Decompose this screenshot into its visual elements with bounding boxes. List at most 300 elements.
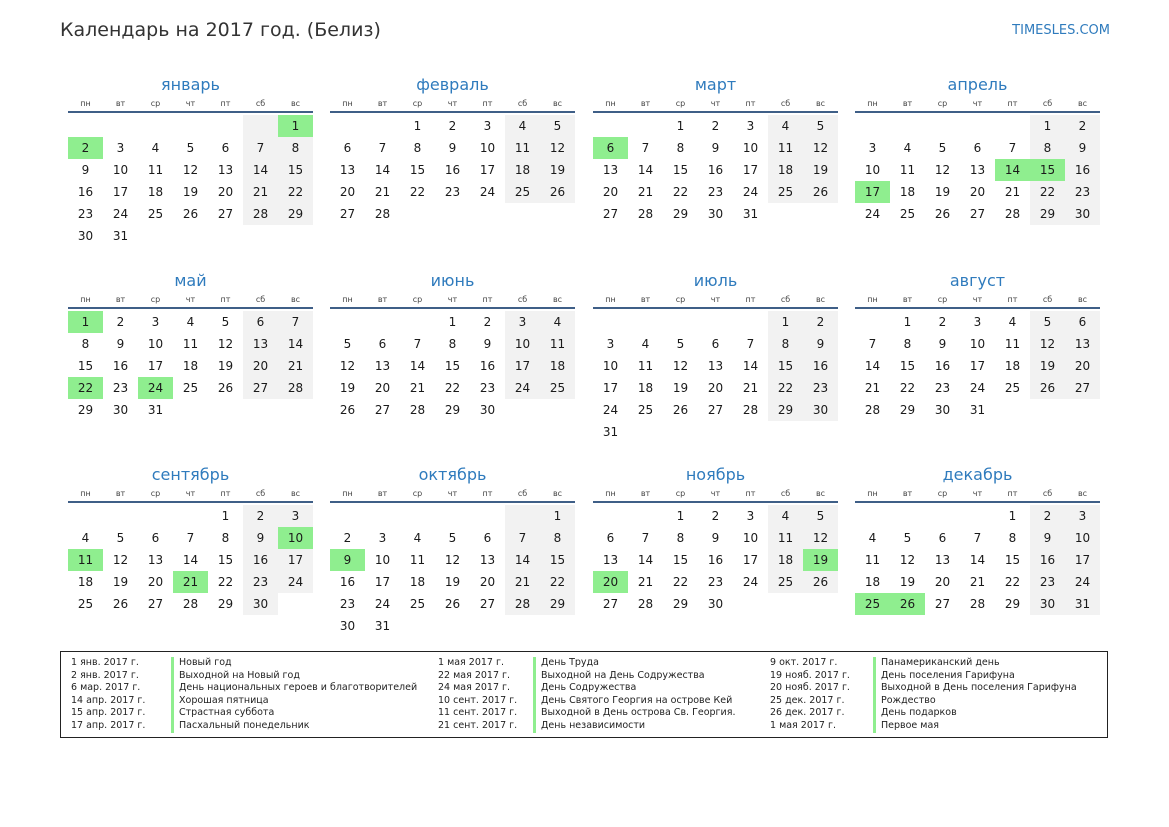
day-cell[interactable]: 22 xyxy=(217,575,234,589)
day-cell[interactable]: 7 xyxy=(378,141,387,155)
day-cell[interactable]: 21 xyxy=(243,181,278,203)
day-cell[interactable]: 19 xyxy=(217,359,234,373)
day-cell[interactable]: 12 xyxy=(672,359,689,373)
day-cell[interactable]: 19 xyxy=(339,381,356,395)
day-cell[interactable]: 4 xyxy=(1008,315,1017,329)
day-cell[interactable]: 17 xyxy=(742,553,759,567)
day-cell[interactable]: 7 xyxy=(243,137,278,159)
day-cell[interactable]: 25 xyxy=(768,571,803,593)
day-cell[interactable]: 30 xyxy=(112,403,129,417)
day-cell[interactable]: 27 xyxy=(934,597,951,611)
day-cell[interactable]: 15 xyxy=(1030,159,1065,181)
day-cell[interactable]: 24 xyxy=(742,575,759,589)
day-cell[interactable]: 11 xyxy=(68,549,103,571)
day-cell[interactable]: 15 xyxy=(672,163,689,177)
day-cell[interactable]: 22 xyxy=(672,185,689,199)
day-cell[interactable]: 6 xyxy=(343,141,352,155)
day-cell[interactable]: 28 xyxy=(1004,207,1021,221)
day-cell[interactable]: 12 xyxy=(1030,333,1065,355)
day-cell[interactable]: 15 xyxy=(409,163,426,177)
day-cell[interactable]: 11 xyxy=(147,163,164,177)
day-cell[interactable]: 14 xyxy=(637,163,654,177)
day-cell[interactable]: 4 xyxy=(868,531,877,545)
day-cell[interactable]: 2 xyxy=(1030,505,1065,527)
day-cell[interactable]: 14 xyxy=(969,553,986,567)
day-cell[interactable]: 28 xyxy=(278,377,313,399)
day-cell[interactable]: 4 xyxy=(186,315,195,329)
day-cell[interactable]: 18 xyxy=(505,159,540,181)
day-cell[interactable]: 20 xyxy=(243,355,278,377)
day-cell[interactable]: 29 xyxy=(672,597,689,611)
day-cell[interactable]: 29 xyxy=(1004,597,1021,611)
day-cell[interactable]: 4 xyxy=(505,115,540,137)
day-cell[interactable]: 24 xyxy=(505,377,540,399)
day-cell[interactable]: 31 xyxy=(602,425,619,439)
day-cell[interactable]: 16 xyxy=(934,359,951,373)
day-cell[interactable]: 22 xyxy=(672,575,689,589)
day-cell[interactable]: 13 xyxy=(707,359,724,373)
day-cell[interactable]: 25 xyxy=(540,377,575,399)
day-cell[interactable]: 9 xyxy=(81,163,90,177)
day-cell[interactable]: 30 xyxy=(339,619,356,633)
day-cell[interactable]: 16 xyxy=(1030,549,1065,571)
day-cell[interactable]: 28 xyxy=(409,403,426,417)
day-cell[interactable]: 9 xyxy=(711,141,720,155)
day-cell[interactable]: 22 xyxy=(1004,575,1021,589)
day-cell[interactable]: 19 xyxy=(803,159,838,181)
day-cell[interactable]: 28 xyxy=(243,203,278,225)
day-cell[interactable]: 12 xyxy=(803,527,838,549)
day-cell[interactable]: 14 xyxy=(864,359,881,373)
day-cell[interactable]: 18 xyxy=(637,381,654,395)
day-cell[interactable]: 30 xyxy=(934,403,951,417)
day-cell[interactable]: 13 xyxy=(217,163,234,177)
day-cell[interactable]: 26 xyxy=(890,593,925,615)
day-cell[interactable]: 20 xyxy=(1065,355,1100,377)
day-cell[interactable]: 29 xyxy=(217,597,234,611)
day-cell[interactable]: 2 xyxy=(243,505,278,527)
day-cell[interactable]: 13 xyxy=(243,333,278,355)
day-cell[interactable]: 11 xyxy=(540,333,575,355)
day-cell[interactable]: 25 xyxy=(637,403,654,417)
day-cell[interactable]: 14 xyxy=(278,333,313,355)
day-cell[interactable]: 21 xyxy=(173,571,208,593)
day-cell[interactable]: 6 xyxy=(483,531,492,545)
day-cell[interactable]: 29 xyxy=(540,593,575,615)
day-cell[interactable]: 30 xyxy=(1065,203,1100,225)
day-cell[interactable]: 17 xyxy=(112,185,129,199)
day-cell[interactable]: 9 xyxy=(483,337,492,351)
day-cell[interactable]: 20 xyxy=(479,575,496,589)
day-cell[interactable]: 18 xyxy=(1004,359,1021,373)
day-cell[interactable]: 27 xyxy=(147,597,164,611)
day-cell[interactable]: 24 xyxy=(742,185,759,199)
day-cell[interactable]: 11 xyxy=(182,337,199,351)
day-cell[interactable]: 26 xyxy=(1030,377,1065,399)
day-cell[interactable]: 16 xyxy=(339,575,356,589)
day-cell[interactable]: 8 xyxy=(413,141,422,155)
day-cell[interactable]: 6 xyxy=(606,531,615,545)
day-cell[interactable]: 6 xyxy=(973,141,982,155)
day-cell[interactable]: 5 xyxy=(803,115,838,137)
day-cell[interactable]: 2 xyxy=(116,315,125,329)
day-cell[interactable]: 17 xyxy=(969,359,986,373)
day-cell[interactable]: 5 xyxy=(540,115,575,137)
day-cell[interactable]: 17 xyxy=(742,163,759,177)
day-cell[interactable]: 17 xyxy=(602,381,619,395)
day-cell[interactable]: 13 xyxy=(147,553,164,567)
day-cell[interactable]: 31 xyxy=(147,403,164,417)
day-cell[interactable]: 26 xyxy=(444,597,461,611)
day-cell[interactable]: 18 xyxy=(182,359,199,373)
day-cell[interactable]: 21 xyxy=(1004,185,1021,199)
day-cell[interactable]: 4 xyxy=(81,531,90,545)
day-cell[interactable]: 26 xyxy=(540,181,575,203)
day-cell[interactable]: 14 xyxy=(409,359,426,373)
day-cell[interactable]: 5 xyxy=(1030,311,1065,333)
day-cell[interactable]: 14 xyxy=(742,359,759,373)
day-cell[interactable]: 11 xyxy=(864,553,881,567)
day-cell[interactable]: 13 xyxy=(1065,333,1100,355)
day-cell[interactable]: 19 xyxy=(112,575,129,589)
day-cell[interactable]: 12 xyxy=(934,163,951,177)
day-cell[interactable]: 23 xyxy=(339,597,356,611)
day-cell[interactable]: 7 xyxy=(278,311,313,333)
day-cell[interactable]: 29 xyxy=(672,207,689,221)
day-cell[interactable]: 3 xyxy=(505,311,540,333)
day-cell[interactable]: 26 xyxy=(672,403,689,417)
day-cell[interactable]: 9 xyxy=(116,337,125,351)
day-cell[interactable]: 26 xyxy=(803,571,838,593)
day-cell[interactable]: 17 xyxy=(278,549,313,571)
day-cell[interactable]: 25 xyxy=(182,381,199,395)
day-cell[interactable]: 24 xyxy=(969,381,986,395)
day-cell[interactable]: 31 xyxy=(969,403,986,417)
day-cell[interactable]: 16 xyxy=(707,553,724,567)
day-cell[interactable]: 27 xyxy=(479,597,496,611)
day-cell[interactable]: 24 xyxy=(112,207,129,221)
day-cell[interactable]: 6 xyxy=(221,141,230,155)
day-cell[interactable]: 17 xyxy=(855,181,890,203)
day-cell[interactable]: 18 xyxy=(768,159,803,181)
day-cell[interactable]: 25 xyxy=(855,593,890,615)
day-cell[interactable]: 28 xyxy=(374,207,391,221)
day-cell[interactable]: 24 xyxy=(1065,571,1100,593)
day-cell[interactable]: 26 xyxy=(803,181,838,203)
day-cell[interactable]: 9 xyxy=(330,549,365,571)
day-cell[interactable]: 16 xyxy=(803,355,838,377)
day-cell[interactable]: 20 xyxy=(147,575,164,589)
day-cell[interactable]: 23 xyxy=(707,185,724,199)
day-cell[interactable]: 12 xyxy=(803,137,838,159)
day-cell[interactable]: 9 xyxy=(803,333,838,355)
day-cell[interactable]: 15 xyxy=(899,359,916,373)
day-cell[interactable]: 7 xyxy=(973,531,982,545)
day-cell[interactable]: 18 xyxy=(147,185,164,199)
day-cell[interactable]: 27 xyxy=(707,403,724,417)
day-cell[interactable]: 27 xyxy=(374,403,391,417)
day-cell[interactable]: 17 xyxy=(1065,549,1100,571)
day-cell[interactable]: 26 xyxy=(217,381,234,395)
day-cell[interactable]: 11 xyxy=(899,163,916,177)
day-cell[interactable]: 12 xyxy=(182,163,199,177)
day-cell[interactable]: 7 xyxy=(641,531,650,545)
day-cell[interactable]: 23 xyxy=(444,185,461,199)
day-cell[interactable]: 17 xyxy=(374,575,391,589)
day-cell[interactable]: 18 xyxy=(540,355,575,377)
day-cell[interactable]: 22 xyxy=(409,185,426,199)
day-cell[interactable]: 24 xyxy=(278,571,313,593)
day-cell[interactable]: 25 xyxy=(505,181,540,203)
day-cell[interactable]: 3 xyxy=(606,337,615,351)
day-cell[interactable]: 29 xyxy=(77,403,94,417)
day-cell[interactable]: 10 xyxy=(742,141,759,155)
day-cell[interactable]: 14 xyxy=(995,159,1030,181)
day-cell[interactable]: 17 xyxy=(479,163,496,177)
day-cell[interactable]: 18 xyxy=(864,575,881,589)
day-cell[interactable]: 19 xyxy=(803,549,838,571)
day-cell[interactable]: 6 xyxy=(711,337,720,351)
day-cell[interactable]: 3 xyxy=(116,141,125,155)
day-cell[interactable]: 20 xyxy=(934,575,951,589)
day-cell[interactable]: 3 xyxy=(746,119,755,133)
day-cell[interactable]: 27 xyxy=(217,207,234,221)
day-cell[interactable]: 21 xyxy=(637,185,654,199)
day-cell[interactable]: 21 xyxy=(374,185,391,199)
day-cell[interactable]: 8 xyxy=(676,141,685,155)
day-cell[interactable]: 28 xyxy=(637,207,654,221)
day-cell[interactable]: 4 xyxy=(903,141,912,155)
day-cell[interactable]: 31 xyxy=(742,207,759,221)
day-cell[interactable]: 8 xyxy=(540,527,575,549)
day-cell[interactable]: 1 xyxy=(1008,509,1017,523)
day-cell[interactable]: 7 xyxy=(413,337,422,351)
day-cell[interactable]: 10 xyxy=(864,163,881,177)
day-cell[interactable]: 26 xyxy=(934,207,951,221)
day-cell[interactable]: 13 xyxy=(374,359,391,373)
day-cell[interactable]: 11 xyxy=(768,527,803,549)
day-cell[interactable]: 23 xyxy=(479,381,496,395)
day-cell[interactable]: 2 xyxy=(68,137,103,159)
day-cell[interactable]: 30 xyxy=(707,207,724,221)
day-cell[interactable]: 15 xyxy=(444,359,461,373)
day-cell[interactable]: 13 xyxy=(339,163,356,177)
day-cell[interactable]: 20 xyxy=(593,571,628,593)
day-cell[interactable]: 1 xyxy=(221,509,230,523)
day-cell[interactable]: 5 xyxy=(903,531,912,545)
day-cell[interactable]: 8 xyxy=(676,531,685,545)
day-cell[interactable]: 2 xyxy=(483,315,492,329)
day-cell[interactable]: 22 xyxy=(540,571,575,593)
day-cell[interactable]: 15 xyxy=(278,159,313,181)
day-cell[interactable]: 16 xyxy=(112,359,129,373)
day-cell[interactable]: 3 xyxy=(868,141,877,155)
day-cell[interactable]: 12 xyxy=(444,553,461,567)
day-cell[interactable]: 24 xyxy=(864,207,881,221)
day-cell[interactable]: 8 xyxy=(903,337,912,351)
day-cell[interactable]: 15 xyxy=(768,355,803,377)
day-cell[interactable]: 23 xyxy=(803,377,838,399)
day-cell[interactable]: 6 xyxy=(243,311,278,333)
day-cell[interactable]: 19 xyxy=(934,185,951,199)
day-cell[interactable]: 16 xyxy=(243,549,278,571)
day-cell[interactable]: 28 xyxy=(505,593,540,615)
day-cell[interactable]: 30 xyxy=(243,593,278,615)
day-cell[interactable]: 14 xyxy=(182,553,199,567)
day-cell[interactable]: 6 xyxy=(593,137,628,159)
day-cell[interactable]: 11 xyxy=(409,553,426,567)
day-cell[interactable]: 1 xyxy=(540,505,575,527)
day-cell[interactable]: 13 xyxy=(602,553,619,567)
day-cell[interactable]: 21 xyxy=(864,381,881,395)
day-cell[interactable]: 30 xyxy=(1030,593,1065,615)
day-cell[interactable]: 2 xyxy=(803,311,838,333)
day-cell[interactable]: 9 xyxy=(1065,137,1100,159)
day-cell[interactable]: 25 xyxy=(147,207,164,221)
day-cell[interactable]: 26 xyxy=(112,597,129,611)
day-cell[interactable]: 3 xyxy=(1065,505,1100,527)
day-cell[interactable]: 14 xyxy=(243,159,278,181)
day-cell[interactable]: 15 xyxy=(672,553,689,567)
day-cell[interactable]: 12 xyxy=(540,137,575,159)
day-cell[interactable]: 19 xyxy=(899,575,916,589)
day-cell[interactable]: 9 xyxy=(448,141,457,155)
day-cell[interactable]: 29 xyxy=(278,203,313,225)
day-cell[interactable]: 27 xyxy=(243,377,278,399)
day-cell[interactable]: 7 xyxy=(1008,141,1017,155)
day-cell[interactable]: 24 xyxy=(479,185,496,199)
day-cell[interactable]: 24 xyxy=(602,403,619,417)
day-cell[interactable]: 1 xyxy=(676,119,685,133)
day-cell[interactable]: 22 xyxy=(444,381,461,395)
day-cell[interactable]: 27 xyxy=(602,207,619,221)
day-cell[interactable]: 6 xyxy=(938,531,947,545)
day-cell[interactable]: 9 xyxy=(711,531,720,545)
day-cell[interactable]: 7 xyxy=(186,531,195,545)
day-cell[interactable]: 3 xyxy=(973,315,982,329)
day-cell[interactable]: 10 xyxy=(1065,527,1100,549)
day-cell[interactable]: 19 xyxy=(672,381,689,395)
day-cell[interactable]: 19 xyxy=(1030,355,1065,377)
day-cell[interactable]: 11 xyxy=(768,137,803,159)
day-cell[interactable]: 13 xyxy=(969,163,986,177)
day-cell[interactable]: 10 xyxy=(374,553,391,567)
day-cell[interactable]: 3 xyxy=(278,505,313,527)
day-cell[interactable]: 26 xyxy=(339,403,356,417)
day-cell[interactable]: 23 xyxy=(934,381,951,395)
day-cell[interactable]: 30 xyxy=(803,399,838,421)
day-cell[interactable]: 9 xyxy=(938,337,947,351)
day-cell[interactable]: 5 xyxy=(186,141,195,155)
day-cell[interactable]: 25 xyxy=(768,181,803,203)
day-cell[interactable]: 22 xyxy=(768,377,803,399)
day-cell[interactable]: 10 xyxy=(278,527,313,549)
day-cell[interactable]: 21 xyxy=(637,575,654,589)
day-cell[interactable]: 26 xyxy=(182,207,199,221)
day-cell[interactable]: 1 xyxy=(676,509,685,523)
day-cell[interactable]: 10 xyxy=(147,337,164,351)
site-link[interactable]: TIMESLES.COM xyxy=(1012,23,1110,38)
day-cell[interactable]: 4 xyxy=(151,141,160,155)
day-cell[interactable]: 12 xyxy=(339,359,356,373)
day-cell[interactable]: 1 xyxy=(413,119,422,133)
day-cell[interactable]: 25 xyxy=(899,207,916,221)
day-cell[interactable]: 28 xyxy=(969,597,986,611)
day-cell[interactable]: 5 xyxy=(676,337,685,351)
day-cell[interactable]: 8 xyxy=(448,337,457,351)
day-cell[interactable]: 31 xyxy=(374,619,391,633)
day-cell[interactable]: 14 xyxy=(374,163,391,177)
day-cell[interactable]: 11 xyxy=(1004,337,1021,351)
day-cell[interactable]: 3 xyxy=(378,531,387,545)
day-cell[interactable]: 2 xyxy=(448,119,457,133)
day-cell[interactable]: 2 xyxy=(1065,115,1100,137)
day-cell[interactable]: 27 xyxy=(602,597,619,611)
day-cell[interactable]: 1 xyxy=(68,311,103,333)
day-cell[interactable]: 18 xyxy=(77,575,94,589)
day-cell[interactable]: 19 xyxy=(540,159,575,181)
day-cell[interactable]: 30 xyxy=(77,229,94,243)
day-cell[interactable]: 24 xyxy=(374,597,391,611)
day-cell[interactable]: 23 xyxy=(243,571,278,593)
day-cell[interactable]: 7 xyxy=(746,337,755,351)
day-cell[interactable]: 16 xyxy=(77,185,94,199)
day-cell[interactable]: 12 xyxy=(217,337,234,351)
day-cell[interactable]: 11 xyxy=(505,137,540,159)
day-cell[interactable]: 4 xyxy=(540,311,575,333)
day-cell[interactable]: 23 xyxy=(1030,571,1065,593)
day-cell[interactable]: 1 xyxy=(903,315,912,329)
day-cell[interactable]: 7 xyxy=(505,527,540,549)
day-cell[interactable]: 2 xyxy=(343,531,352,545)
day-cell[interactable]: 5 xyxy=(221,315,230,329)
day-cell[interactable]: 14 xyxy=(505,549,540,571)
day-cell[interactable]: 5 xyxy=(116,531,125,545)
day-cell[interactable]: 18 xyxy=(409,575,426,589)
day-cell[interactable]: 20 xyxy=(602,185,619,199)
day-cell[interactable]: 31 xyxy=(1065,593,1100,615)
day-cell[interactable]: 23 xyxy=(1065,181,1100,203)
day-cell[interactable]: 21 xyxy=(969,575,986,589)
day-cell[interactable]: 16 xyxy=(1065,159,1100,181)
day-cell[interactable]: 29 xyxy=(444,403,461,417)
day-cell[interactable]: 20 xyxy=(707,381,724,395)
day-cell[interactable]: 17 xyxy=(147,359,164,373)
day-cell[interactable]: 6 xyxy=(378,337,387,351)
day-cell[interactable]: 13 xyxy=(934,553,951,567)
day-cell[interactable]: 21 xyxy=(505,571,540,593)
day-cell[interactable]: 13 xyxy=(602,163,619,177)
day-cell[interactable]: 22 xyxy=(1030,181,1065,203)
day-cell[interactable]: 9 xyxy=(1030,527,1065,549)
day-cell[interactable]: 30 xyxy=(479,403,496,417)
day-cell[interactable]: 16 xyxy=(479,359,496,373)
day-cell[interactable]: 8 xyxy=(278,137,313,159)
day-cell[interactable]: 10 xyxy=(505,333,540,355)
day-cell[interactable]: 5 xyxy=(803,505,838,527)
day-cell[interactable]: 20 xyxy=(969,185,986,199)
day-cell[interactable]: 28 xyxy=(637,597,654,611)
day-cell[interactable]: 3 xyxy=(746,509,755,523)
day-cell[interactable]: 8 xyxy=(768,333,803,355)
day-cell[interactable]: 23 xyxy=(77,207,94,221)
day-cell[interactable]: 4 xyxy=(768,115,803,137)
day-cell[interactable]: 20 xyxy=(374,381,391,395)
day-cell[interactable]: 3 xyxy=(151,315,160,329)
day-cell[interactable]: 20 xyxy=(339,185,356,199)
day-cell[interactable]: 24 xyxy=(138,377,173,399)
day-cell[interactable]: 15 xyxy=(540,549,575,571)
